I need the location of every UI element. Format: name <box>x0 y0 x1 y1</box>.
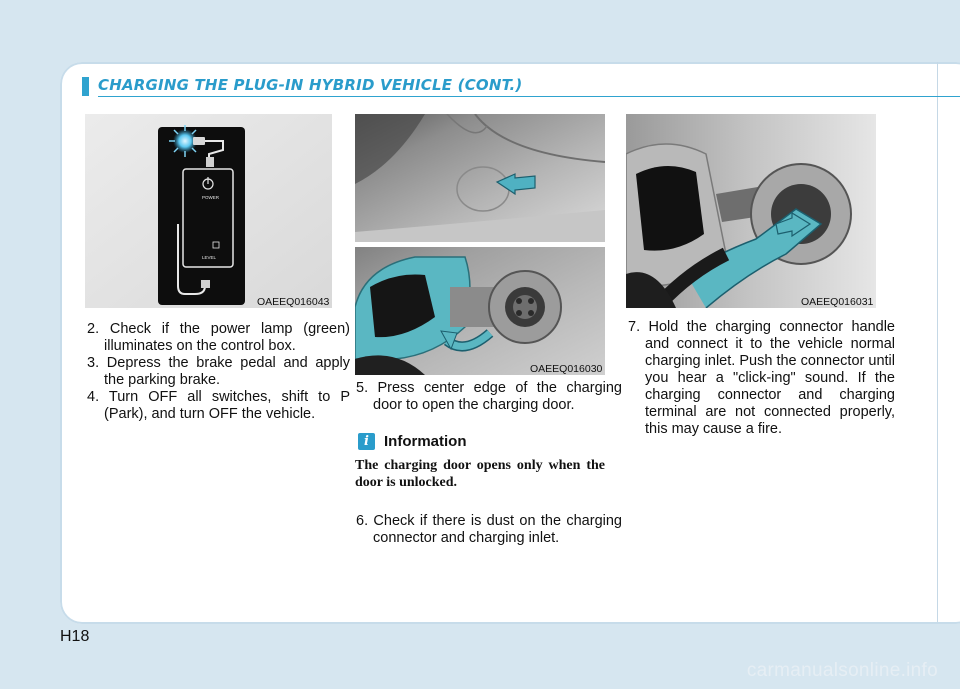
car-door-illustration <box>355 114 605 242</box>
connector-illustration <box>626 114 876 308</box>
control-box-illustration <box>85 114 332 308</box>
page-number: H18 <box>60 628 90 645</box>
step-2: 2. Check if the power lamp (green) illuminates on the control box. <box>87 321 350 354</box>
figure-code: OAEEQ016031 <box>801 296 874 308</box>
header-underline <box>98 96 960 97</box>
figure-code: OAEEQ016030 <box>530 363 603 375</box>
information-title: Information <box>384 433 467 450</box>
charging-door-illustration <box>355 247 605 375</box>
information-body: The charging door opens only when the door is unlocked. <box>355 458 605 490</box>
level-label: LEVEL <box>202 255 217 260</box>
section-title: CHARGING THE PLUG-IN HYBRID VEHICLE (CONT.) <box>98 76 523 94</box>
right-rule <box>937 62 938 622</box>
step-4: 4. Turn OFF all switches, shift to P (Park), and turn OFF the vehicle. <box>87 389 350 422</box>
step-3: 3. Depress the brake pedal and apply the parking brake. <box>87 355 350 388</box>
figure-code: OAEEQ016043 <box>257 296 330 308</box>
watermark: carmanualsonline.info <box>746 660 938 681</box>
header-accent-bar <box>82 77 89 96</box>
step-6: 6. Check if there is dust on the charging connector and charging inlet. <box>356 513 622 546</box>
step-5: 5. Press center edge of the charging door to open the charging door. <box>356 380 622 413</box>
info-icon: i <box>358 433 375 450</box>
power-label: POWER <box>202 195 220 200</box>
step-7: 7. Hold the charging connector handle and connect it to the vehicle normal charging inlet. Push the connector until you hear a "click-ing" sound. If the charging connector and charging terminal are not connected properly, this may cause a fire. <box>628 319 895 437</box>
information-heading <box>358 433 467 450</box>
